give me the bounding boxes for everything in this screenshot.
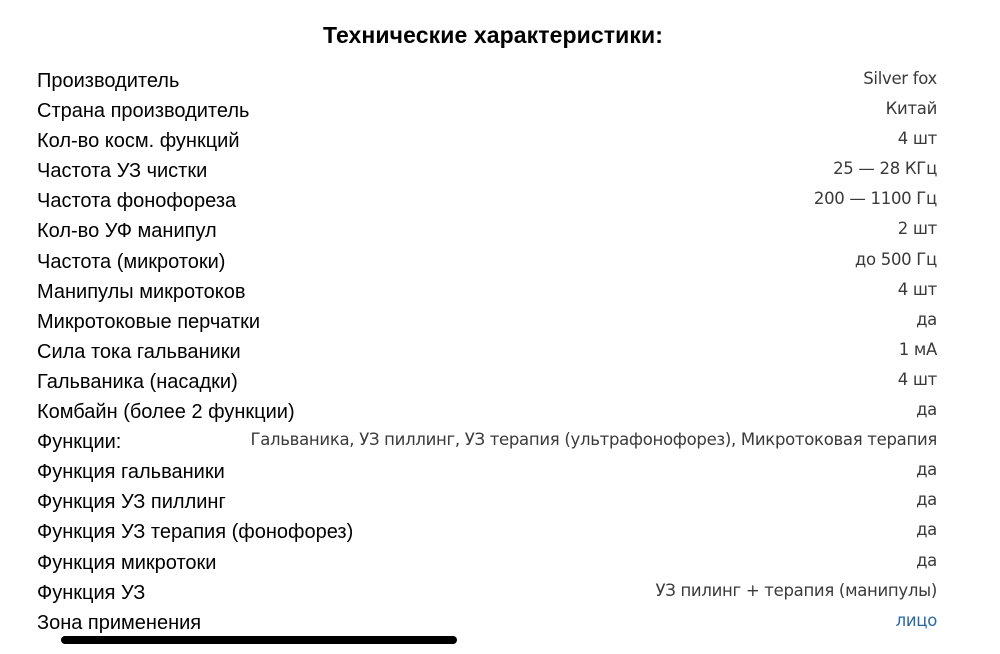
spec-value: да xyxy=(916,309,937,329)
spec-label: Функция гальваники xyxy=(37,461,225,484)
spec-row-cosmetic-functions xyxy=(37,124,937,154)
spec-row-us-peeling-function xyxy=(37,485,937,515)
spec-row-microcurrent-manipules xyxy=(37,275,937,305)
spec-table xyxy=(37,64,937,636)
application-zone-link[interactable]: лицо xyxy=(895,610,937,630)
spec-row-manufacturer xyxy=(37,64,937,94)
spec-value: да xyxy=(916,460,937,480)
spec-value: 2 шт xyxy=(897,219,937,239)
spec-label: Частота УЗ чистки xyxy=(37,160,208,183)
spec-label: Функции: xyxy=(37,431,122,454)
spec-value: да xyxy=(916,550,937,570)
spec-value: до 500 Гц xyxy=(854,249,937,269)
spec-value: 4 шт xyxy=(897,279,937,299)
spec-value: да xyxy=(916,520,937,540)
spec-row-microcurrent-function xyxy=(37,546,937,576)
spec-label: Сила тока гальваники xyxy=(37,340,241,363)
spec-value: 200 — 1100 Гц xyxy=(813,189,937,209)
spec-label: Частота (микротоки) xyxy=(37,250,226,273)
page-title: Технические характеристики: xyxy=(322,22,664,48)
spec-row-galvanic-current xyxy=(37,335,937,365)
home-indicator-bar[interactable] xyxy=(61,636,457,644)
spec-label: Страна производитель xyxy=(37,100,250,123)
spec-row-microcurrent-frequency xyxy=(37,245,937,275)
spec-label: Функция УЗ пиллинг xyxy=(37,491,226,514)
spec-value: да xyxy=(916,400,937,420)
spec-row-application-zone xyxy=(37,606,937,636)
spec-label: Производитель xyxy=(37,70,180,92)
spec-row-microcurrent-gloves xyxy=(37,305,937,335)
spec-row-country xyxy=(37,94,937,124)
spec-value: 25 — 28 КГц xyxy=(833,159,937,179)
spec-value: 1 мА xyxy=(898,339,937,359)
spec-row-combine xyxy=(37,395,937,425)
spec-label: Манипулы микротоков xyxy=(37,280,246,303)
spec-label: Комбайн (более 2 функции) xyxy=(37,401,295,424)
spec-value: да xyxy=(916,490,937,510)
spec-row-galvanic-attachments xyxy=(37,365,937,395)
spec-row-us-cleaning-frequency xyxy=(37,154,937,184)
spec-row-us-therapy-function xyxy=(37,515,937,545)
spec-label: Частота фонофореза xyxy=(37,190,237,213)
spec-row-us-function xyxy=(37,576,937,606)
spec-label: Гальваника (насадки) xyxy=(37,370,238,393)
spec-label: Функция УЗ xyxy=(37,581,146,604)
spec-label: Кол-во косм. функций xyxy=(37,130,240,153)
spec-value: Silver fox xyxy=(863,69,937,88)
spec-row-uf-manipules xyxy=(37,214,937,244)
spec-value: 4 шт xyxy=(897,369,937,389)
spec-value: 4 шт xyxy=(897,129,937,149)
spec-label: Кол-во УФ манипул xyxy=(37,220,217,243)
spec-row-galvanic-function xyxy=(37,455,937,485)
spec-row-functions xyxy=(37,425,937,455)
spec-label: Микротоковые перчатки xyxy=(37,310,261,333)
spec-label: Функция УЗ терапия (фонофорез) xyxy=(37,521,354,544)
spec-label: Зона применения xyxy=(37,611,202,634)
spec-value: Гальваника, УЗ пиллинг, УЗ терапия (ультрафонофорез), Микротоковая терапия xyxy=(250,430,937,450)
spec-label: Функция микротоки xyxy=(37,551,217,574)
spec-value: УЗ пилинг + терапия (манипулы) xyxy=(655,580,937,600)
spec-row-phonophoresis-frequency xyxy=(37,184,937,214)
spec-value: Китай xyxy=(885,99,937,119)
